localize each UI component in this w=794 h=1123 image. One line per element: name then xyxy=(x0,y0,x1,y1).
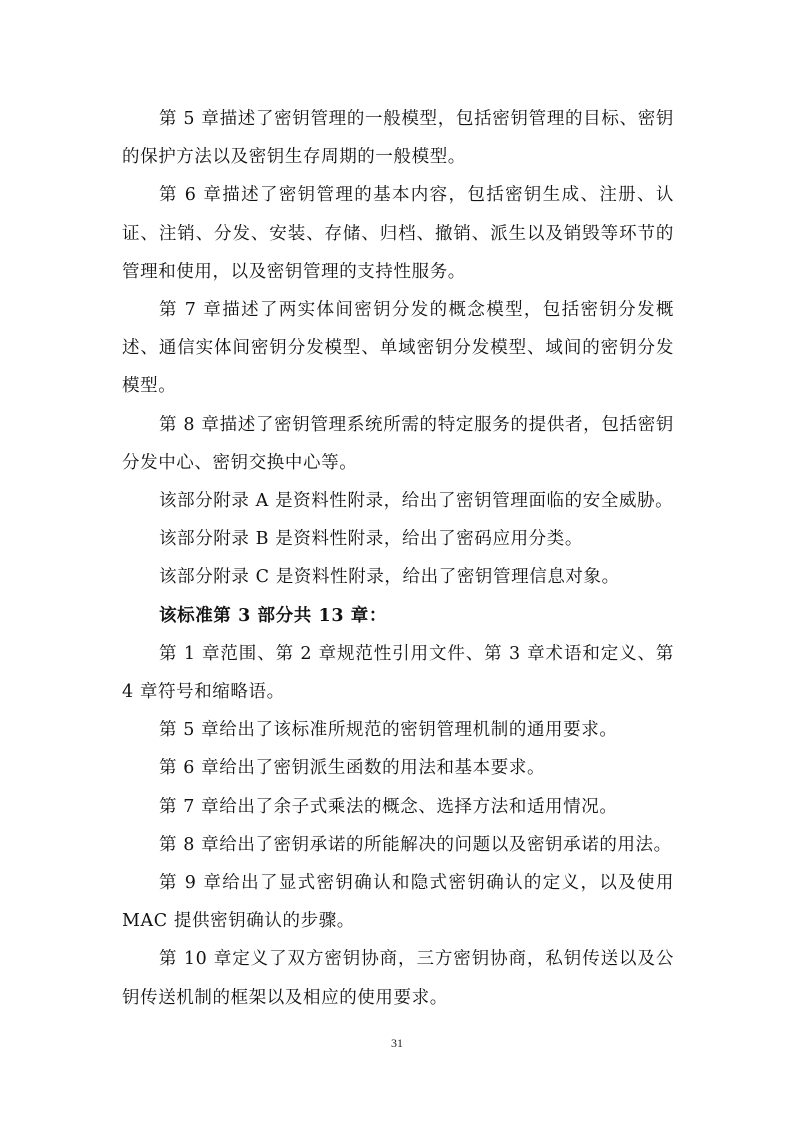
paragraph-part3-ch7: 第 7 章给出了余子式乘法的概念、选择方法和适用情况。 xyxy=(159,796,618,817)
section-heading-part3: 该标准第 3 部分共 13 章： xyxy=(159,605,387,626)
paragraph-part3-ch6: 第 6 章给出了密钥派生函数的用法和基本要求。 xyxy=(159,758,546,779)
page-number: 31 xyxy=(391,1036,403,1050)
paragraph-ch5-model: 第 5 章描述了密钥管理的一般模型，包括密钥管理的目标、密钥的保护方法以及密钥生存周期的一般模型。 xyxy=(122,109,674,168)
paragraph-appendix-a: 该部分附录 A 是资料性附录，给出了密钥管理面临的安全威胁。 xyxy=(159,491,674,512)
paragraph-appendix-c: 该部分附录 C 是资料性附录，给出了密钥管理信息对象。 xyxy=(159,567,620,588)
paragraph-part3-ch10: 第 10 章定义了双方密钥协商，三方密钥协商，私钥传送以及公钥传送机制的框架以及相应的使用要求。 xyxy=(122,949,674,1008)
body-text xyxy=(122,100,674,1017)
paragraph-ch7-distribution: 第 7 章描述了两实体间密钥分发的概念模型，包括密钥分发概述、通信实体间密钥分发模型、单域密钥分发模型、域间的密钥分发模型。 xyxy=(122,300,674,397)
paragraph-part3-ch5: 第 5 章给出了该标准所规范的密钥管理机制的通用要求。 xyxy=(159,720,618,741)
paragraph-part3-ch9: 第 9 章给出了显式密钥确认和隐式密钥确认的定义，以及使用 MAC 提供密钥确认的步骤。 xyxy=(122,873,674,932)
paragraph-ch1-4: 第 1 章范围、第 2 章规范性引用文件、第 3 章术语和定义、第 4 章符号和缩略语。 xyxy=(122,643,674,703)
paragraph-ch6-content: 第 6 章描述了密钥管理的基本内容，包括密钥生成、注册、认证、注销、分发、安装、存储、归档、撤销、派生以及销毁等环节的管理和使用，以及密钥管理的支持性服务。 xyxy=(122,185,674,282)
paragraph-ch8-providers: 第 8 章描述了密钥管理系统所需的特定服务的提供者，包括密钥分发中心、密钥交换中心等。 xyxy=(122,414,674,473)
paragraph-part3-ch8: 第 8 章给出了密钥承诺的所能解决的问题以及密钥承诺的用法。 xyxy=(159,834,672,855)
paragraph-appendix-b: 该部分附录 B 是资料性附录，给出了密码应用分类。 xyxy=(159,529,583,550)
